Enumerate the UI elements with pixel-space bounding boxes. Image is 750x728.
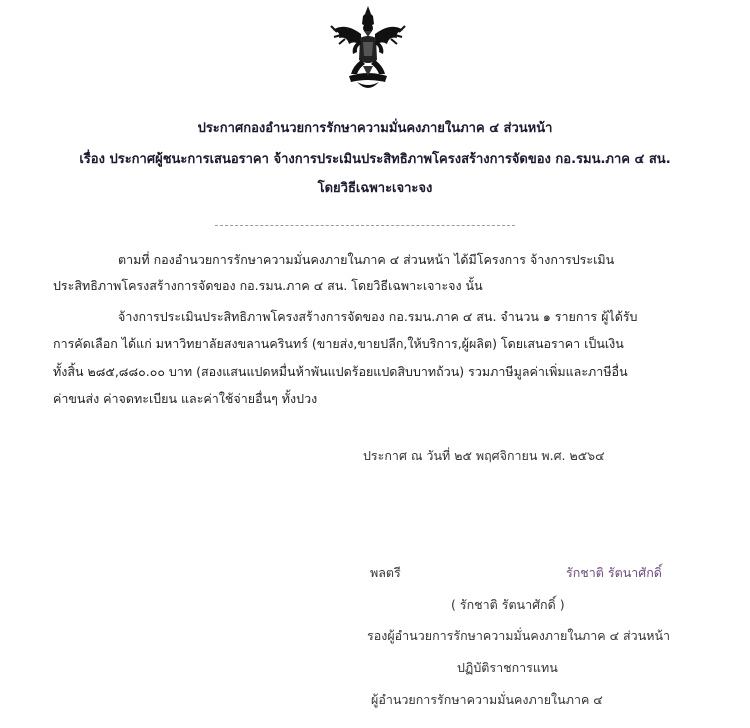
body-line-4: การคัดเลือก ได้แก่ มหาวิทยาลัยสงขลานครินทร์ (ขายส่ง,ขายปลีก,ให้บริการ,ผู้ผลิต) โดยเสนอราคา เป็นเงิน	[53, 336, 624, 351]
signer-signature: รักชาติ รัตนาศักดิ์	[566, 565, 662, 580]
body-line-6: ค่าขนส่ง ค่าจดทะเบียน และค่าใช้จ่ายอื่นๆ ทั้งปวง	[53, 391, 318, 406]
signer-position: รองผู้อำนวยการรักษาความมั่นคงภายในภาค ๔ ส่วนหน้า	[367, 628, 671, 643]
body-line-5: ทั้งสิ้น ๒๘๕,๘๘๐.๐๐ บาท (สองแสนแปดหมื่นห้าพันแปดร้อยแปดสิบบาทถ้วน) รวมภาษีมูลค่าเพิ่มและภาษีอื่น	[53, 364, 628, 379]
document-subject: เรื่อง ประกาศผู้ชนะการเสนอราคา จ้างการประเมินประสิทธิภาพโครงสร้างการจัดของ กอ.รมน.ภาค ๔ สน.	[79, 152, 671, 167]
signer-acting-for: ปฏิบัติราชการแทน	[457, 660, 558, 675]
body-line-3: จ้างการประเมินประสิทธิภาพโครงสร้างการจัดของ กอ.รมน.ภาค ๔ สน. จำนวน ๑ รายการ ผู้ได้รับ	[118, 309, 638, 324]
section-divider	[215, 225, 515, 226]
garuda-emblem-icon	[327, 4, 409, 96]
signer-principal: ผู้อำนวยการรักษาความมั่นคงภายในภาค ๔	[371, 692, 603, 707]
document-title: ประกาศกองอำนวยการรักษาความมั่นคงภายในภาค ๔ ส่วนหน้า	[197, 121, 553, 136]
signer-rank: พลตรี	[370, 565, 401, 580]
body-line-1: ตามที่ กองอำนวยการรักษาความมั่นคงภายในภาค ๔ ส่วนหน้า ได้มีโครงการ จ้างการประเมิน	[118, 252, 615, 267]
document-method: โดยวิธีเฉพาะเจาะจง	[317, 181, 433, 196]
announcement-date: ประกาศ ณ วันที่ ๒๕ พฤศจิกายน พ.ศ. ๒๕๖๔	[363, 448, 605, 463]
signer-printed-name: ( รักชาติ รัตนาศักดิ์ )	[451, 597, 565, 612]
body-line-2: ประสิทธิภาพโครงสร้างการจัดของ กอ.รมน.ภาค ๔ สน. โดยวิธีเฉพาะเจาะจง นั้น	[53, 278, 483, 293]
